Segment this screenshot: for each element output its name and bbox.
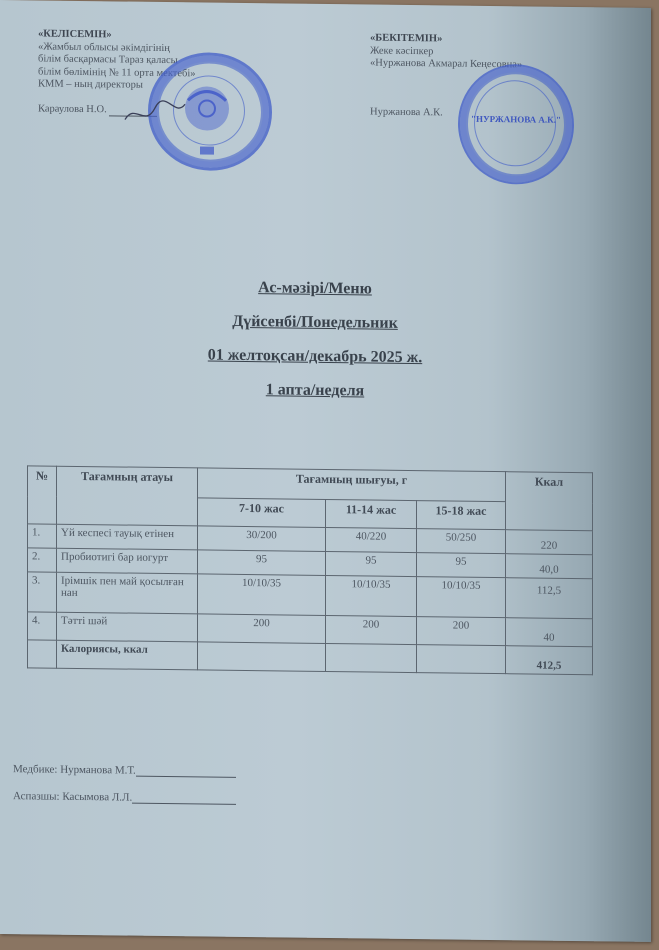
header-dish-name: Тағамның атауы <box>57 466 198 526</box>
nurse-label: Медбике: Нурманова М.Т. <box>13 763 136 777</box>
approval-right-title: «БЕКІТЕМІН» <box>370 32 443 45</box>
row-dish: Ірімшік пен май қосылған нан <box>57 572 198 614</box>
row-kcal: 40,0 <box>506 554 593 579</box>
approval-left-line: «Жамбыл облысы әкімдігінің <box>38 40 170 54</box>
signature-line <box>132 791 236 805</box>
approval-left-line: білім басқармасы Тараз қаласы <box>38 53 178 67</box>
row-kcal: 40 <box>506 618 593 647</box>
header-age-11-14: 11-14 жас <box>326 499 417 528</box>
stamp-label: "НУРЖАНОВА А.К." <box>471 113 561 125</box>
row-num: 2. <box>28 548 57 572</box>
row-kcal: 112,5 <box>506 578 593 619</box>
row-yield-15-18: 95 <box>417 553 506 578</box>
row-yield-15-18: 10/10/35 <box>417 577 506 618</box>
approval-left-title: «КЕЛІСЕМІН» <box>38 28 112 41</box>
menu-title-block <box>0 268 630 412</box>
row-num: 3. <box>28 572 57 612</box>
nurse-signature <box>13 762 236 778</box>
row-kcal: 220 <box>506 530 593 555</box>
header-age-15-18: 15-18 жас <box>417 501 506 530</box>
row-dish: Тәтті шәй <box>57 612 198 642</box>
approval-left-signatory: Караулова Н.О. <box>38 102 107 115</box>
menu-day: Дүйсенбі/Понедельник <box>232 312 398 332</box>
row-dish: Үй кеспесі тауық етінен <box>57 524 198 550</box>
cook-label: Аспазшы: Касымова Л.Л. <box>13 790 133 804</box>
header-yield: Тағамның шығуы, г <box>198 468 506 502</box>
table-header-row <box>28 466 593 503</box>
row-yield-15-18: 200 <box>417 617 506 646</box>
row-yield-7-10: 30/200 <box>198 526 326 552</box>
approval-right-line: «Нуржанова Акмарал Кеңесовна» <box>370 57 523 71</box>
menu-title: Ас-мәзірі/Меню <box>258 279 372 298</box>
menu-date: 01 желтоқсан/декабрь 2025 ж. <box>207 346 423 367</box>
row-yield-11-14: 95 <box>326 551 417 576</box>
row-yield-11-14: 200 <box>326 615 417 644</box>
menu-table <box>27 465 593 675</box>
approval-right-line: Жеке кәсіпкер <box>370 45 434 57</box>
header-num: № <box>28 466 57 524</box>
approval-left-line: КММ – ның директоры <box>38 78 143 91</box>
total-label: Калориясы, ккал <box>57 640 198 670</box>
table-total-row <box>28 640 593 675</box>
header-kcal: Ккал <box>506 472 593 531</box>
official-stamp-right <box>458 64 574 185</box>
row-num: 4. <box>28 612 57 640</box>
row-yield-7-10: 200 <box>198 614 326 644</box>
cook-signature <box>13 789 236 805</box>
header-age-7-10: 7-10 жас <box>198 498 326 528</box>
total-kcal: 412,5 <box>506 646 593 675</box>
row-yield-11-14: 40/220 <box>326 527 417 552</box>
menu-week: 1 апта/неделя <box>265 381 365 400</box>
row-yield-11-14: 10/10/35 <box>326 575 417 616</box>
signature-scribble-left <box>120 97 190 128</box>
row-dish: Пробиотигі бар иогурт <box>57 548 198 574</box>
row-yield-15-18: 50/250 <box>417 529 506 554</box>
table-row <box>28 572 593 619</box>
row-yield-7-10: 10/10/35 <box>198 574 326 616</box>
signature-line <box>136 764 236 778</box>
approval-right-signatory: Нуржанова А.К. <box>370 106 443 118</box>
approval-left-line: білім бөлімінің № 11 орта мектебі» <box>38 65 196 79</box>
row-num: 1. <box>28 524 57 548</box>
row-yield-7-10: 95 <box>198 550 326 576</box>
